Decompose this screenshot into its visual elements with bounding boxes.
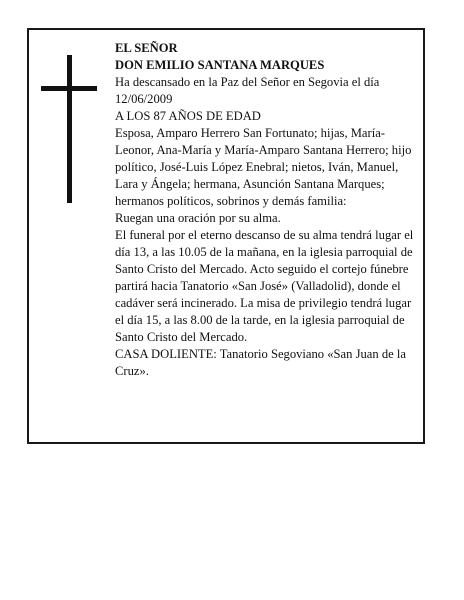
cross-horizontal-bar <box>41 86 97 91</box>
cross-icon <box>41 55 97 203</box>
obituary-notice <box>27 28 425 444</box>
age-line: A LOS 87 AÑOS DE EDAD <box>115 109 261 123</box>
mourning-house: CASA DOLIENTE: Tanatorio Segoviano «San Juan de la Cruz». <box>115 347 406 378</box>
family-list: Esposa, Amparo Herrero San Fortunato; hijas, María-Leonor, Ana-María y María-Amparo Santana Herrero; hijo político, José-Luis López Enebral; nietos, Iván, Manuel, Lara y Ángela; hermana, Asunción Santana Marques; hermanos políticos, sobrinos y demás familia: <box>115 126 412 208</box>
cross-vertical-bar <box>67 55 72 203</box>
obituary-text <box>115 40 421 380</box>
honorific: EL SEÑOR <box>115 41 178 55</box>
prayer-request: Ruegan una oración por su alma. <box>115 211 281 225</box>
death-announcement: Ha descansado en la Paz del Señor en Segovia el día 12/06/2009 <box>115 75 380 106</box>
deceased-name: DON EMILIO SANTANA MARQUES <box>115 58 325 72</box>
funeral-details: El funeral por el eterno descanso de su alma tendrá lugar el día 13, a las 10.05 de la mañana, en la iglesia parroquial de Santo Cristo del Mercado. Acto seguido el cortejo fúnebre partirá hacia Tanatorio «San José» (Valladolid), donde el cadáver será incinerado. La misa de privilegio tendrá lugar el día 15, a las 8.00 de la tarde, en la iglesia parroquial de Santo Cristo del Mercado. <box>115 228 414 344</box>
